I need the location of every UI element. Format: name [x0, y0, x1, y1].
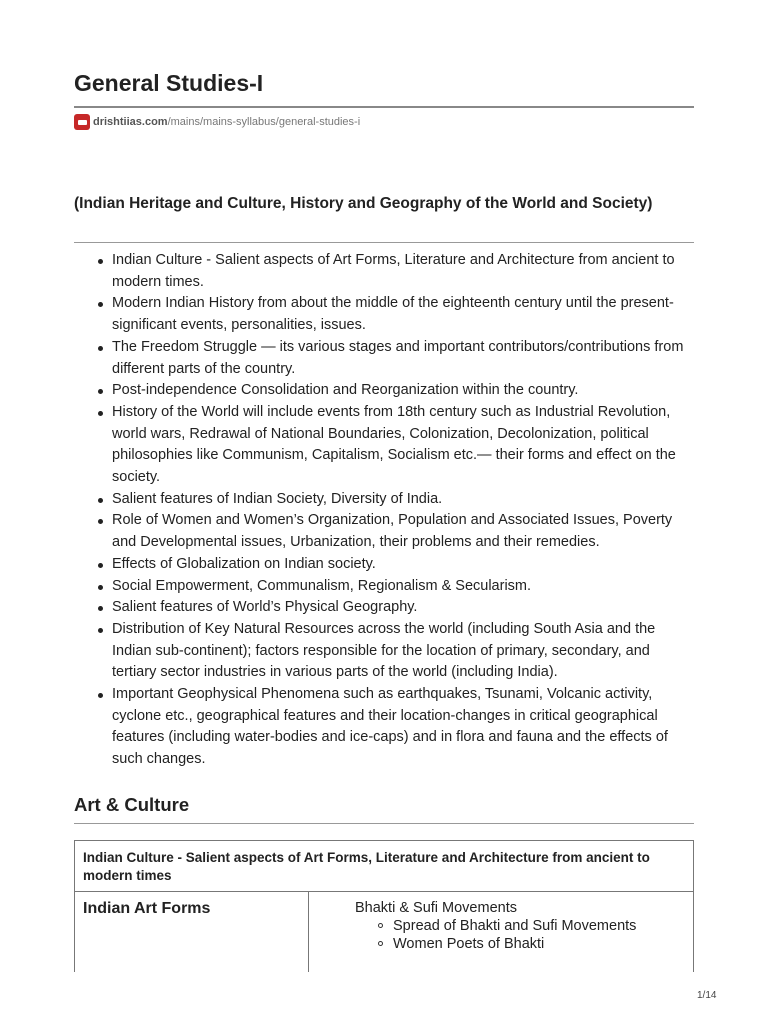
title-divider	[74, 106, 694, 108]
table-row	[75, 892, 693, 972]
list-item: Distribution of Key Natural Resources across the world (including South Asia and the Indian sub-continent); factors responsible for the location of primary, secondary, and tertiary sector industries in various parts of the world (including India).	[112, 619, 694, 684]
page-number: 1/14	[697, 990, 717, 1001]
drishti-logo-icon	[74, 114, 90, 130]
source-link[interactable]	[74, 114, 360, 130]
list-item: Important Geophysical Phenomena such as earthquakes, Tsunami, Volcanic activity, cyclone etc., geographical features and their location-changes in critical geographical features (including water-bodies and ice-caps) and in flora and fauna and the effects of such changes.	[112, 684, 694, 771]
list-item: History of the World will include events from 18th century such as Industrial Revolution, world wars, Redrawal of National Boundaries, Colonization, Decolonization, political philosophies like Communism, Capitalism, Socialism etc.— their forms and effect on the society.	[112, 402, 694, 489]
source-path: /mains/mains-syllabus/general-studies-i	[167, 116, 361, 128]
sub-topic-item: Women Poets of Bhakti	[393, 935, 693, 953]
movement-title: Bhakti & Sufi Movements	[355, 900, 517, 916]
row-content	[309, 892, 693, 972]
section-heading: (Indian Heritage and Culture, History and Geography of the World and Society)	[74, 195, 653, 212]
art-culture-heading: Art & Culture	[74, 794, 190, 815]
list-item: Salient features of Indian Society, Diversity of India.	[112, 489, 694, 511]
section-divider	[74, 242, 694, 243]
sub-topic-list	[355, 917, 693, 953]
row-label: Indian Art Forms	[75, 892, 309, 972]
source-domain: drishtiias.com	[93, 116, 168, 128]
page-title: General Studies-I	[74, 70, 264, 96]
list-item: Post-independence Consolidation and Reorganization within the country.	[112, 380, 694, 402]
syllabus-table	[74, 840, 694, 972]
list-item: Social Empowerment, Communalism, Regionalism & Secularism.	[112, 576, 694, 598]
list-item: Modern Indian History from about the middle of the eighteenth century until the present- significant events, personalities, issues.	[112, 293, 694, 336]
list-item: Indian Culture - Salient aspects of Art Forms, Literature and Architecture from ancient to modern times.	[112, 250, 694, 293]
list-item: The Freedom Struggle — its various stages and important contributors/contributions from different parts of the country.	[112, 337, 694, 380]
table-header: Indian Culture - Salient aspects of Art Forms, Literature and Architecture from ancient to modern times	[75, 841, 693, 892]
art-culture-divider	[74, 823, 694, 824]
topic-list	[74, 250, 694, 771]
list-item: Effects of Globalization on Indian society.	[112, 554, 694, 576]
list-item: Role of Women and Women’s Organization, Population and Associated Issues, Poverty and Developmental issues, Urbanization, their problems and their remedies.	[112, 510, 694, 553]
list-item: Salient features of World’s Physical Geography.	[112, 597, 694, 619]
sub-topic-item: Spread of Bhakti and Sufi Movements	[393, 917, 693, 935]
